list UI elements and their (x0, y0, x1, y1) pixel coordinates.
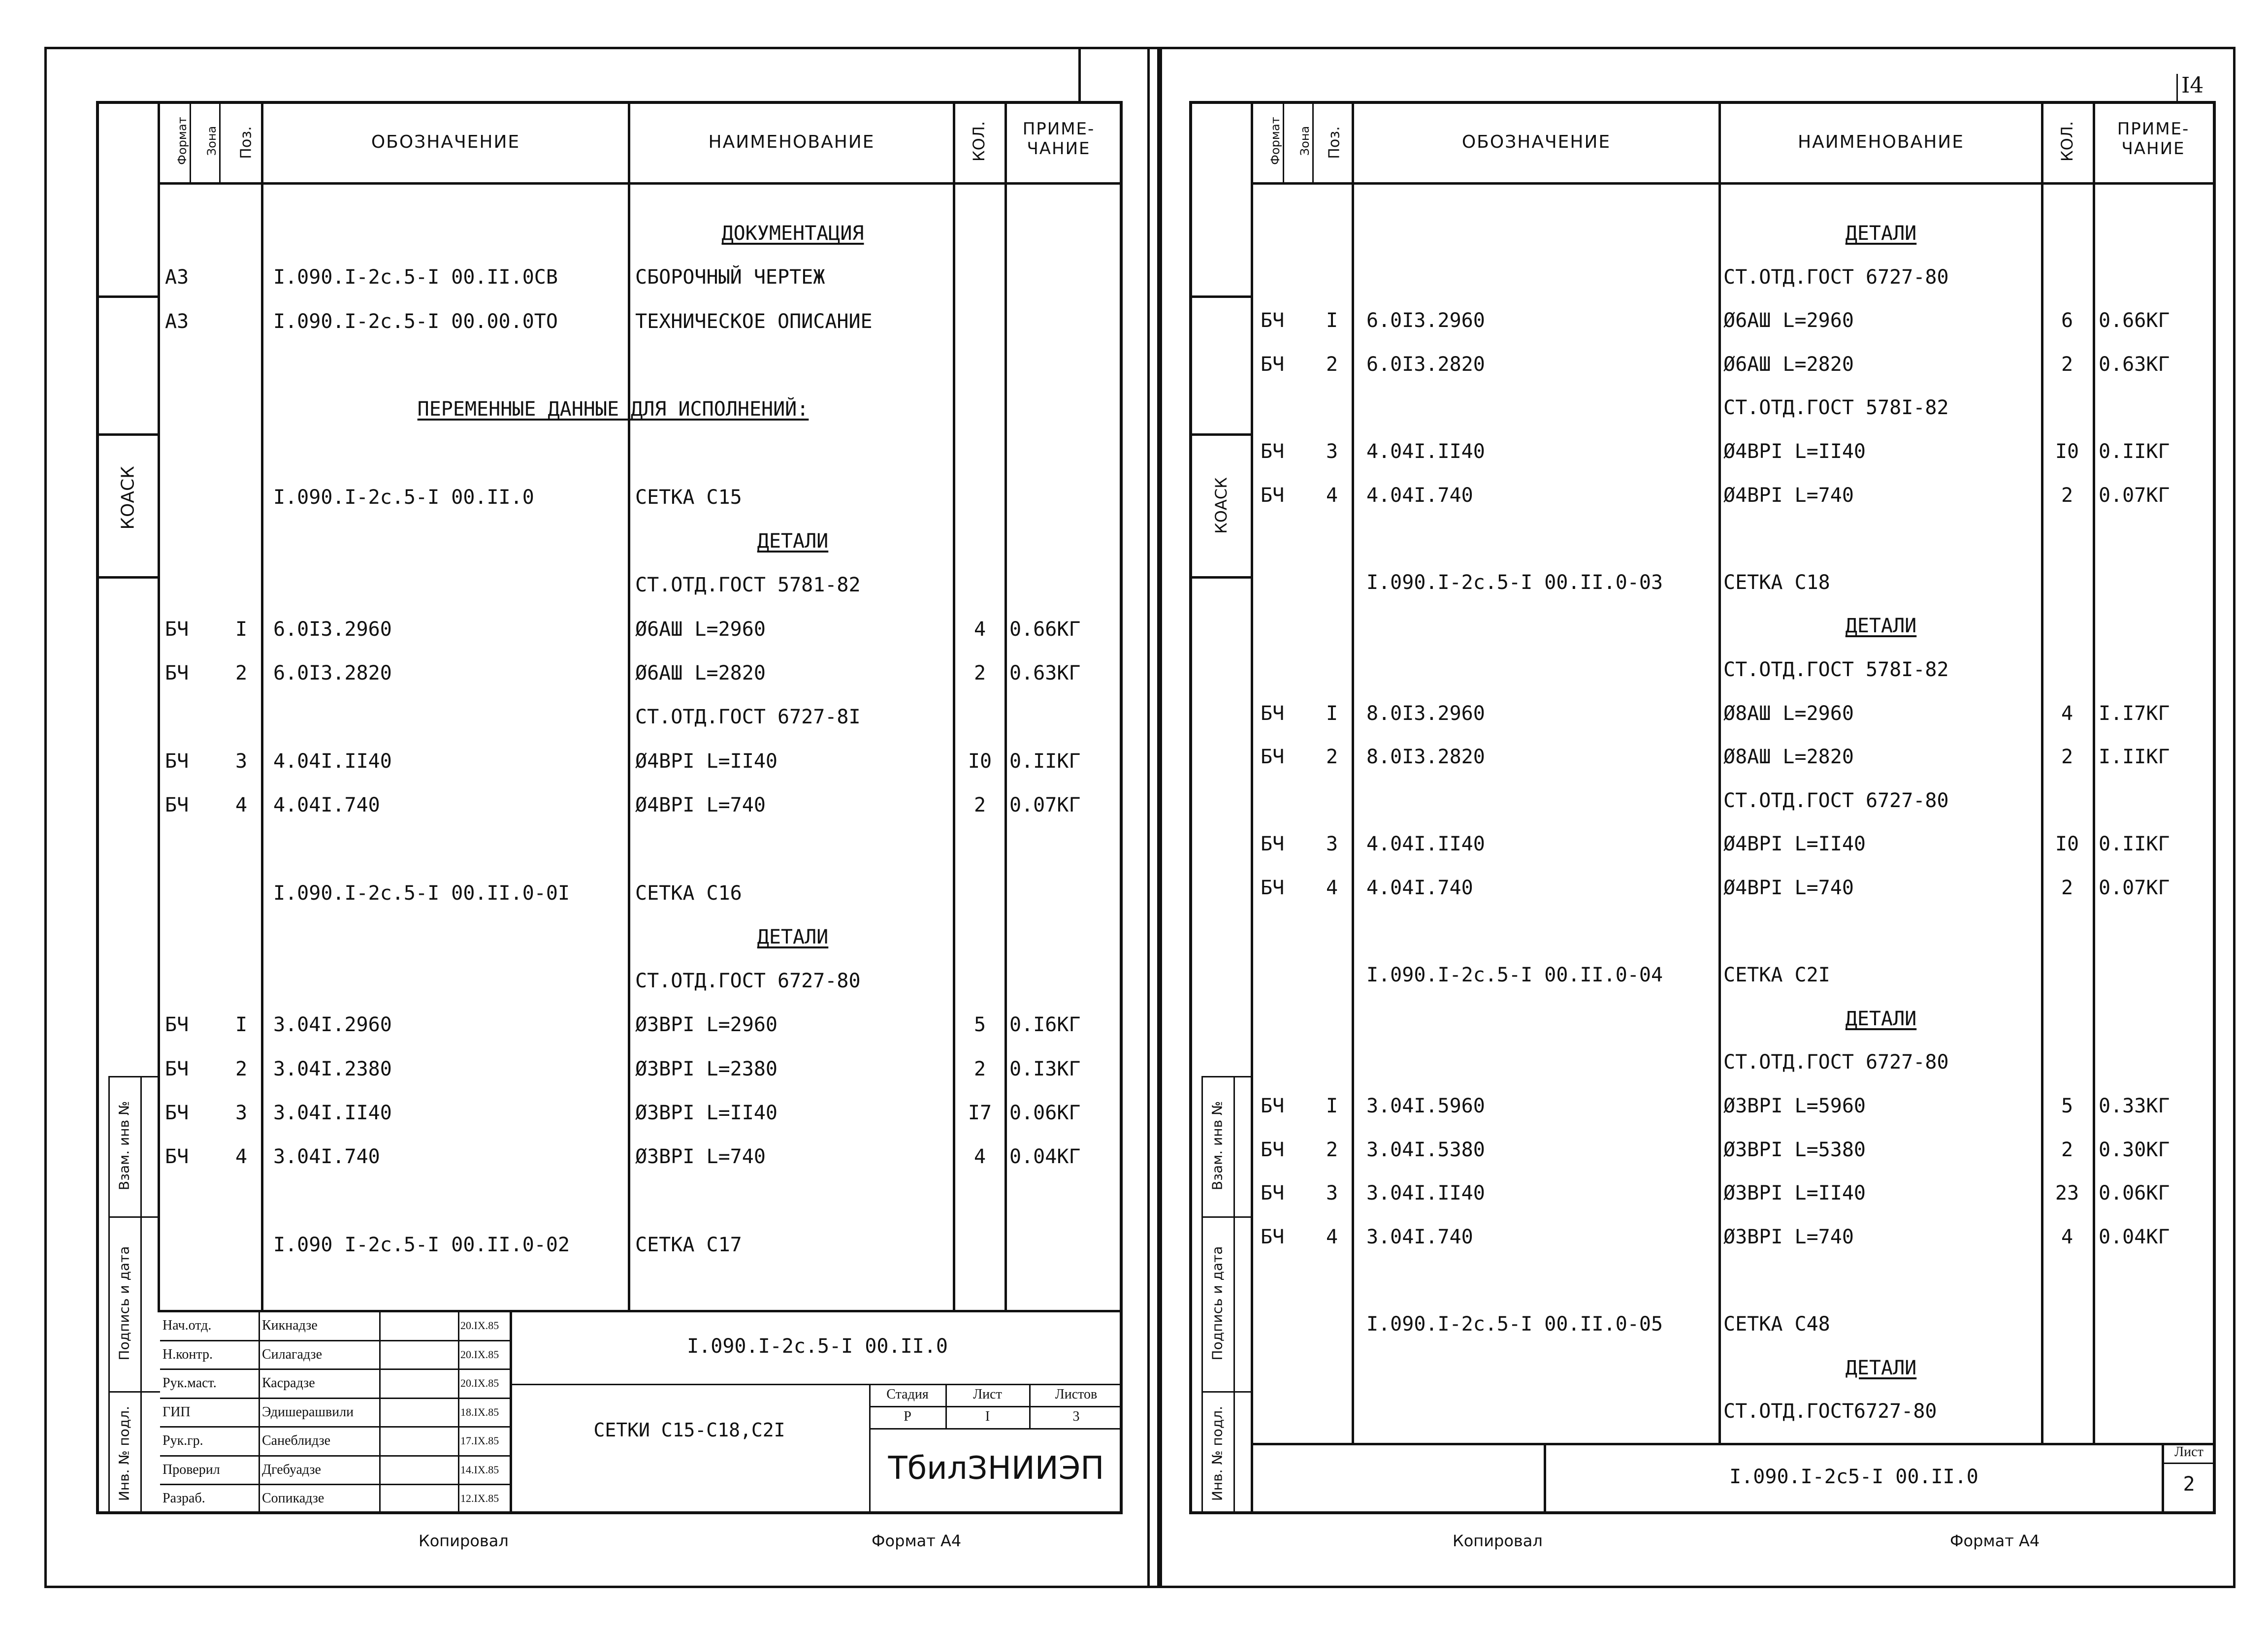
left-row-name: Ø3ВРI L=2960 (635, 1013, 778, 1037)
left-tb-name: Санеблидзе (262, 1433, 331, 1448)
left-row-name: СЕТКА С17 (635, 1233, 742, 1256)
right-row-pos: I (1326, 309, 1338, 332)
left-stamp-sign-date: Подпись и дата (116, 1246, 132, 1361)
right-row-name: СЕТКА С2I (1723, 964, 1830, 987)
right-row-name: Ø3ВРI L=5380 (1723, 1138, 1866, 1161)
left-tb-date: 12.IX.85 (460, 1492, 499, 1504)
right-hdr-pos: Поз. (1326, 126, 1343, 159)
right-row-pos: 3 (1326, 1182, 1338, 1205)
left-tb-doc-code: I.090.I-2с.5-I 00.II.0 (687, 1335, 948, 1358)
left-hdr-note: ПРИМЕ-ЧАНИЕ (1022, 119, 1095, 159)
right-row-pos: I (1326, 1095, 1338, 1117)
left-row-note: 0.06КГ (1009, 1102, 1081, 1124)
left-row-des: 6.0I3.2960 (273, 618, 392, 641)
right-row-name: Ø6АШ L=2820 (1723, 353, 1854, 376)
left-row-pos: I (235, 1013, 248, 1037)
left-row-fmt: А3 (165, 266, 189, 289)
right-row-fmt: БЧ (1261, 1225, 1285, 1248)
right-stamp-inv-orig: Инв. № подл. (1209, 1405, 1226, 1501)
left-row-pos: 3 (235, 1102, 248, 1124)
left-row-qty: I7 (968, 1102, 992, 1124)
left-row-fmt: БЧ (165, 662, 189, 684)
right-row-name: СТ.ОТД.ГОСТ 6727-80 (1723, 265, 1949, 289)
left-row-fmt: БЧ (165, 1102, 189, 1124)
left-row-qty: 4 (973, 1145, 986, 1169)
right-row-qty: 23 (2055, 1182, 2079, 1205)
left-row-qty: 2 (973, 793, 986, 816)
right-row-note: 0.04КГ (2099, 1225, 2170, 1248)
right-row-note: 0.IIКГ (2099, 440, 2170, 463)
right-row-qty: 4 (2061, 702, 2074, 725)
right-hdr-qty: КОЛ. (2058, 121, 2076, 162)
left-side-box-bot (96, 576, 160, 579)
right-hdr-format: Формат (1268, 117, 1282, 165)
right-row-note: 0.30КГ (2099, 1138, 2170, 1161)
right-row-des: 4.04I.II40 (1366, 440, 1485, 463)
left-row-name: СБОРОЧНЫЙ ЧЕРТЕЖ (635, 266, 825, 289)
left-tb-role: Рук.гр. (162, 1433, 203, 1448)
left-row-name: ТЕХНИЧЕСКОЕ ОПИСАНИЕ (635, 310, 873, 333)
left-row-des: I.090.I-2с.5-I 00.II.0-0I (273, 881, 570, 905)
left-col-pos-line (261, 101, 263, 1312)
left-side-box-top (96, 295, 160, 298)
right-hdr-designation: ОБОЗНАЧЕНИЕ (1461, 132, 1611, 152)
left-col-qty-line (1004, 101, 1007, 1312)
right-row-note: 0.33КГ (2099, 1095, 2170, 1117)
right-row-name: Ø4ВРI L=II40 (1723, 833, 1866, 856)
left-hdr-designation: ОБОЗНАЧЕНИЕ (371, 132, 520, 152)
left-row-des: 3.04I.740 (273, 1145, 380, 1169)
right-row-pos: 2 (1326, 746, 1338, 769)
right-row-fmt: БЧ (1261, 877, 1285, 899)
left-hdr-pos: Поз. (237, 126, 255, 159)
left-row-fmt: БЧ (165, 1057, 189, 1080)
right-row-des: I.090.I-2с.5-I 00.II.0-05 (1366, 1313, 1663, 1335)
right-stamp-replace-inv: Взам. инв № (1209, 1101, 1226, 1191)
left-row-name: Ø6АШ L=2820 (635, 662, 766, 684)
left-hdr-format: Формат (175, 117, 189, 165)
right-row-name: Ø6АШ L=2960 (1723, 309, 1854, 332)
right-row-fmt: БЧ (1261, 484, 1285, 507)
left-tb-name: Кикнадзе (262, 1318, 318, 1333)
right-row-note: 0.63КГ (2099, 353, 2170, 376)
left-hdr-name: НАИМЕНОВАНИЕ (708, 132, 875, 152)
right-row-des: 3.04I.5960 (1366, 1095, 1485, 1117)
left-row-qty: 2 (973, 1057, 986, 1080)
right-row-pos: 2 (1326, 1138, 1338, 1161)
right-row-fmt: БЧ (1261, 1182, 1285, 1205)
right-row-des: 6.0I3.2960 (1366, 309, 1485, 332)
left-tb-date: 17.IX.85 (460, 1434, 499, 1447)
right-row-des: 3.04I.II40 (1366, 1182, 1485, 1205)
left-tb-stage-label: Стадия (886, 1387, 929, 1402)
left-tb-name: Сопикадзе (262, 1491, 324, 1506)
right-row-des: 8.0I3.2960 (1366, 702, 1485, 725)
right-row-name: СТ.ОТД.ГОСТ 578I-82 (1723, 658, 1949, 681)
left-row-name: Ø4ВРI L=740 (635, 793, 766, 816)
right-row-qty: I0 (2055, 833, 2079, 856)
left-row-name: СТ.ОТД.ГОСТ 6727-80 (635, 970, 861, 993)
left-row-name: СТ.ОТД.ГОСТ 6727-8I (635, 706, 861, 729)
right-row-name: СТ.ОТД.ГОСТ 6727-80 (1723, 1051, 1949, 1074)
left-side-label: КОАСК (118, 466, 138, 530)
left-tb-role: Проверил (162, 1462, 220, 1477)
left-col-des-line (628, 101, 630, 1312)
right-row-name: Ø8АШ L=2960 (1723, 702, 1854, 725)
left-header-line (158, 182, 1123, 185)
left-row-note: 0.IIКГ (1009, 749, 1081, 773)
right-row-fmt: БЧ (1261, 1138, 1285, 1161)
right-row-pos: 4 (1326, 484, 1338, 507)
left-tb-org: ТбилЗНИИЭП (888, 1450, 1104, 1487)
right-row-qty: 2 (2061, 746, 2074, 769)
left-tb-name: Силагадзе (262, 1346, 323, 1362)
right-row-name: Ø3ВРI L=5960 (1723, 1095, 1866, 1117)
right-page-number: I4 (2181, 73, 2204, 98)
right-row-note: I.IIКГ (2099, 746, 2170, 769)
right-row-name: Ø4ВРI L=740 (1723, 877, 1854, 899)
left-row-name: СТ.ОТД.ГОСТ 5781-82 (635, 574, 861, 597)
right-row-fmt: БЧ (1261, 1095, 1285, 1117)
left-tb-sheets-label: Листов (1055, 1387, 1098, 1402)
left-row-des: I.090.I-2с.5-I 00.II.0СВ (273, 266, 558, 289)
left-row-name: ДОКУМЕНТАЦИЯ (721, 222, 864, 245)
left-tb-role: ГИП (162, 1404, 191, 1420)
left-row-note: 0.07КГ (1009, 793, 1081, 816)
left-row-pos: 2 (235, 1057, 248, 1080)
right-row-name: СЕТКА С18 (1723, 571, 1830, 594)
right-row-name: Ø8АШ L=2820 (1723, 746, 1854, 769)
right-footer-copied: Копировал (1453, 1531, 1543, 1550)
left-tb-role: Нач.отд. (162, 1318, 212, 1333)
right-row-name: СТ.ОТД.ГОСТ 6727-80 (1723, 789, 1949, 812)
right-row-des: I.090.I-2с.5-I 00.II.0-04 (1366, 964, 1663, 987)
left-tb-role: Рук.маст. (162, 1375, 217, 1391)
left-row-name: Ø6АШ L=2960 (635, 618, 766, 641)
right-row-name: ДЕТАЛИ (1845, 1356, 1917, 1379)
left-stamp-inv-orig: Инв. № подл. (116, 1405, 132, 1501)
left-tb-sheets: 3 (1072, 1409, 1080, 1424)
left-row-name: Ø3ВРI L=740 (635, 1145, 766, 1169)
left-hdr-qty: КОЛ. (970, 121, 988, 162)
left-tb-date: 20.IX.85 (460, 1319, 499, 1332)
left-row-fmt: БЧ (165, 618, 189, 641)
left-row-pos: 2 (235, 662, 248, 684)
left-tb-name: Эдишерашвили (262, 1404, 354, 1420)
right-row-name: Ø4ВРI L=II40 (1723, 440, 1866, 463)
right-row-des: 4.04I.II40 (1366, 833, 1485, 856)
left-row-fmt: БЧ (165, 1145, 189, 1169)
right-row-des: 4.04I.740 (1366, 877, 1473, 899)
right-sheet-number: 2 (2183, 1473, 2195, 1496)
left-row-pos: 4 (235, 1145, 248, 1169)
right-row-name: СЕТКА С48 (1723, 1313, 1830, 1335)
right-row-pos: 2 (1326, 353, 1338, 376)
right-side-label: КОАСК (1212, 477, 1231, 534)
left-tb-sheet: I (985, 1409, 990, 1424)
left-row-note: 0.66КГ (1009, 618, 1081, 641)
right-row-name: СТ.ОТД.ГОСТ6727-80 (1723, 1400, 1937, 1423)
right-hdr-note: ПРИМЕ-ЧАНИЕ (2117, 119, 2190, 159)
left-row-des: 4.04I.II40 (273, 749, 392, 773)
left-hdr-zone: Зона (205, 126, 219, 156)
right-hdr-name: НАИМЕНОВАНИЕ (1798, 132, 1964, 152)
left-footer-format: Формат А4 (872, 1531, 962, 1550)
right-row-fmt: БЧ (1261, 702, 1285, 725)
left-tb-role: Н.контр. (162, 1346, 213, 1362)
left-row-name: Ø4ВРI L=II40 (635, 749, 778, 773)
right-row-qty: 2 (2061, 484, 2074, 507)
left-row-des: 3.04I.2380 (273, 1057, 392, 1080)
right-hdr-zone: Зона (1298, 126, 1312, 156)
right-stamp-sign-date: Подпись и дата (1209, 1246, 1226, 1361)
right-row-note: 0.06КГ (2099, 1182, 2170, 1205)
right-row-des: 8.0I3.2820 (1366, 746, 1485, 769)
left-row-note: 0.I6КГ (1009, 1013, 1081, 1037)
left-tb-top (158, 1310, 1123, 1312)
right-row-pos: 3 (1326, 833, 1338, 856)
right-row-qty: 2 (2061, 877, 2074, 899)
right-row-name: Ø4ВРI L=740 (1723, 484, 1854, 507)
left-row-des: 3.04I.2960 (273, 1013, 392, 1037)
right-row-pos: 3 (1326, 440, 1338, 463)
right-row-des: 4.04I.740 (1366, 484, 1473, 507)
right-row-qty: 2 (2061, 1138, 2074, 1161)
left-side-column-line (158, 101, 160, 1312)
right-footer-format: Формат А4 (1950, 1531, 2040, 1550)
left-row-fmt: БЧ (165, 1013, 189, 1037)
right-row-note: 0.IIКГ (2099, 833, 2170, 856)
left-row-des: 3.04I.II40 (273, 1102, 392, 1124)
left-tb-role: Разраб. (162, 1491, 205, 1506)
right-row-qty: 5 (2061, 1095, 2074, 1117)
left-row-des: 4.04I.740 (273, 793, 380, 816)
left-row-des: I.090 I-2с.5-I 00.II.0-02 (273, 1233, 570, 1256)
left-row-pos: I (235, 618, 248, 641)
right-row-des: I.090.I-2с.5-I 00.II.0-03 (1366, 571, 1663, 594)
right-row-des: 3.04I.5380 (1366, 1138, 1485, 1161)
right-row-name: СТ.ОТД.ГОСТ 578I-82 (1723, 396, 1949, 420)
left-row-qty: I0 (968, 749, 992, 773)
left-row-pos: 3 (235, 749, 248, 773)
left-row-qty: 5 (973, 1013, 986, 1037)
left-tb-sheet-label: Лист (973, 1387, 1002, 1402)
left-row-fmt: А3 (165, 310, 189, 333)
right-row-des: 3.04I.740 (1366, 1225, 1473, 1248)
left-row-name: СЕТКА С15 (635, 486, 742, 509)
right-row-des: 6.0I3.2820 (1366, 353, 1485, 376)
right-row-fmt: БЧ (1261, 353, 1285, 376)
right-row-name: ДЕТАЛИ (1845, 615, 1917, 638)
left-tb-date: 14.IX.85 (460, 1463, 499, 1476)
right-row-qty: 2 (2061, 353, 2074, 376)
right-row-fmt: БЧ (1261, 309, 1285, 332)
left-row-des: I.090.I-2с.5-I 00.II.0 (273, 486, 534, 509)
left-row-qty: 2 (973, 662, 986, 684)
left-row-name: Ø3ВРI L=II40 (635, 1102, 778, 1124)
right-row-pos: 4 (1326, 1225, 1338, 1248)
left-col-name-line (953, 101, 955, 1312)
left-row-name: ДЕТАЛИ (757, 530, 829, 553)
left-tb-date: 18.IX.85 (460, 1405, 499, 1418)
right-doc-code: I.090.I-2с5-I 00.II.0 (1729, 1465, 1978, 1488)
right-row-note: 0.66КГ (2099, 309, 2170, 332)
left-tb-date: 20.IX.85 (460, 1377, 499, 1389)
right-row-name: ДЕТАЛИ (1845, 222, 1917, 245)
left-row-fmt: БЧ (165, 749, 189, 773)
left-tb-stage: Р (904, 1409, 911, 1424)
right-sheet-label: Лист (2174, 1444, 2203, 1460)
left-row-des: I.090.I-2с.5-I 00.00.0ТО (273, 310, 558, 333)
right-row-pos: 4 (1326, 877, 1338, 899)
right-row-name: Ø3ВРI L=II40 (1723, 1182, 1866, 1205)
left-tb-title: СЕТКИ С15-С18,С2I (593, 1419, 785, 1441)
left-tb-name: Касрадзе (262, 1375, 315, 1391)
right-row-qty: I0 (2055, 440, 2079, 463)
left-footer-copied: Копировал (419, 1531, 509, 1550)
left-tb-name: Дгебуадзе (262, 1462, 321, 1477)
right-row-note: 0.07КГ (2099, 877, 2170, 899)
right-row-pos: I (1326, 702, 1338, 725)
left-row-note: 0.63КГ (1009, 662, 1081, 684)
left-row-fmt: БЧ (165, 793, 189, 816)
left-row-des: 6.0I3.2820 (273, 662, 392, 684)
left-row-note: 0.04КГ (1009, 1145, 1081, 1169)
left-row-name: СЕТКА С16 (635, 881, 742, 905)
right-row-name: ДЕТАЛИ (1845, 1007, 1917, 1030)
left-tb-date: 20.IX.85 (460, 1348, 499, 1361)
right-row-qty: 4 (2061, 1225, 2074, 1248)
right-row-fmt: БЧ (1261, 746, 1285, 769)
right-row-fmt: БЧ (1261, 833, 1285, 856)
left-side-box-mid (96, 433, 160, 436)
right-row-name: Ø3ВРI L=740 (1723, 1225, 1854, 1248)
left-row-name: ДЕТАЛИ (757, 925, 829, 948)
right-row-note: I.I7КГ (2099, 702, 2170, 725)
left-row-pos: 4 (235, 793, 248, 816)
right-row-note: 0.07КГ (2099, 484, 2170, 507)
left-row-qty: 4 (973, 618, 986, 641)
left-row-name: Ø3ВРI L=2380 (635, 1057, 778, 1080)
right-row-qty: 6 (2061, 309, 2074, 332)
left-stamp-replace-inv: Взам. инв № (116, 1101, 132, 1191)
left-sheet-notch (1078, 47, 1081, 101)
right-row-fmt: БЧ (1261, 440, 1285, 463)
left-row-span: ПЕРЕМЕННЫЕ ДАННЫЕ ДЛЯ ИСПОЛНЕНИЙ: (417, 398, 809, 421)
left-row-note: 0.I3КГ (1009, 1057, 1081, 1080)
